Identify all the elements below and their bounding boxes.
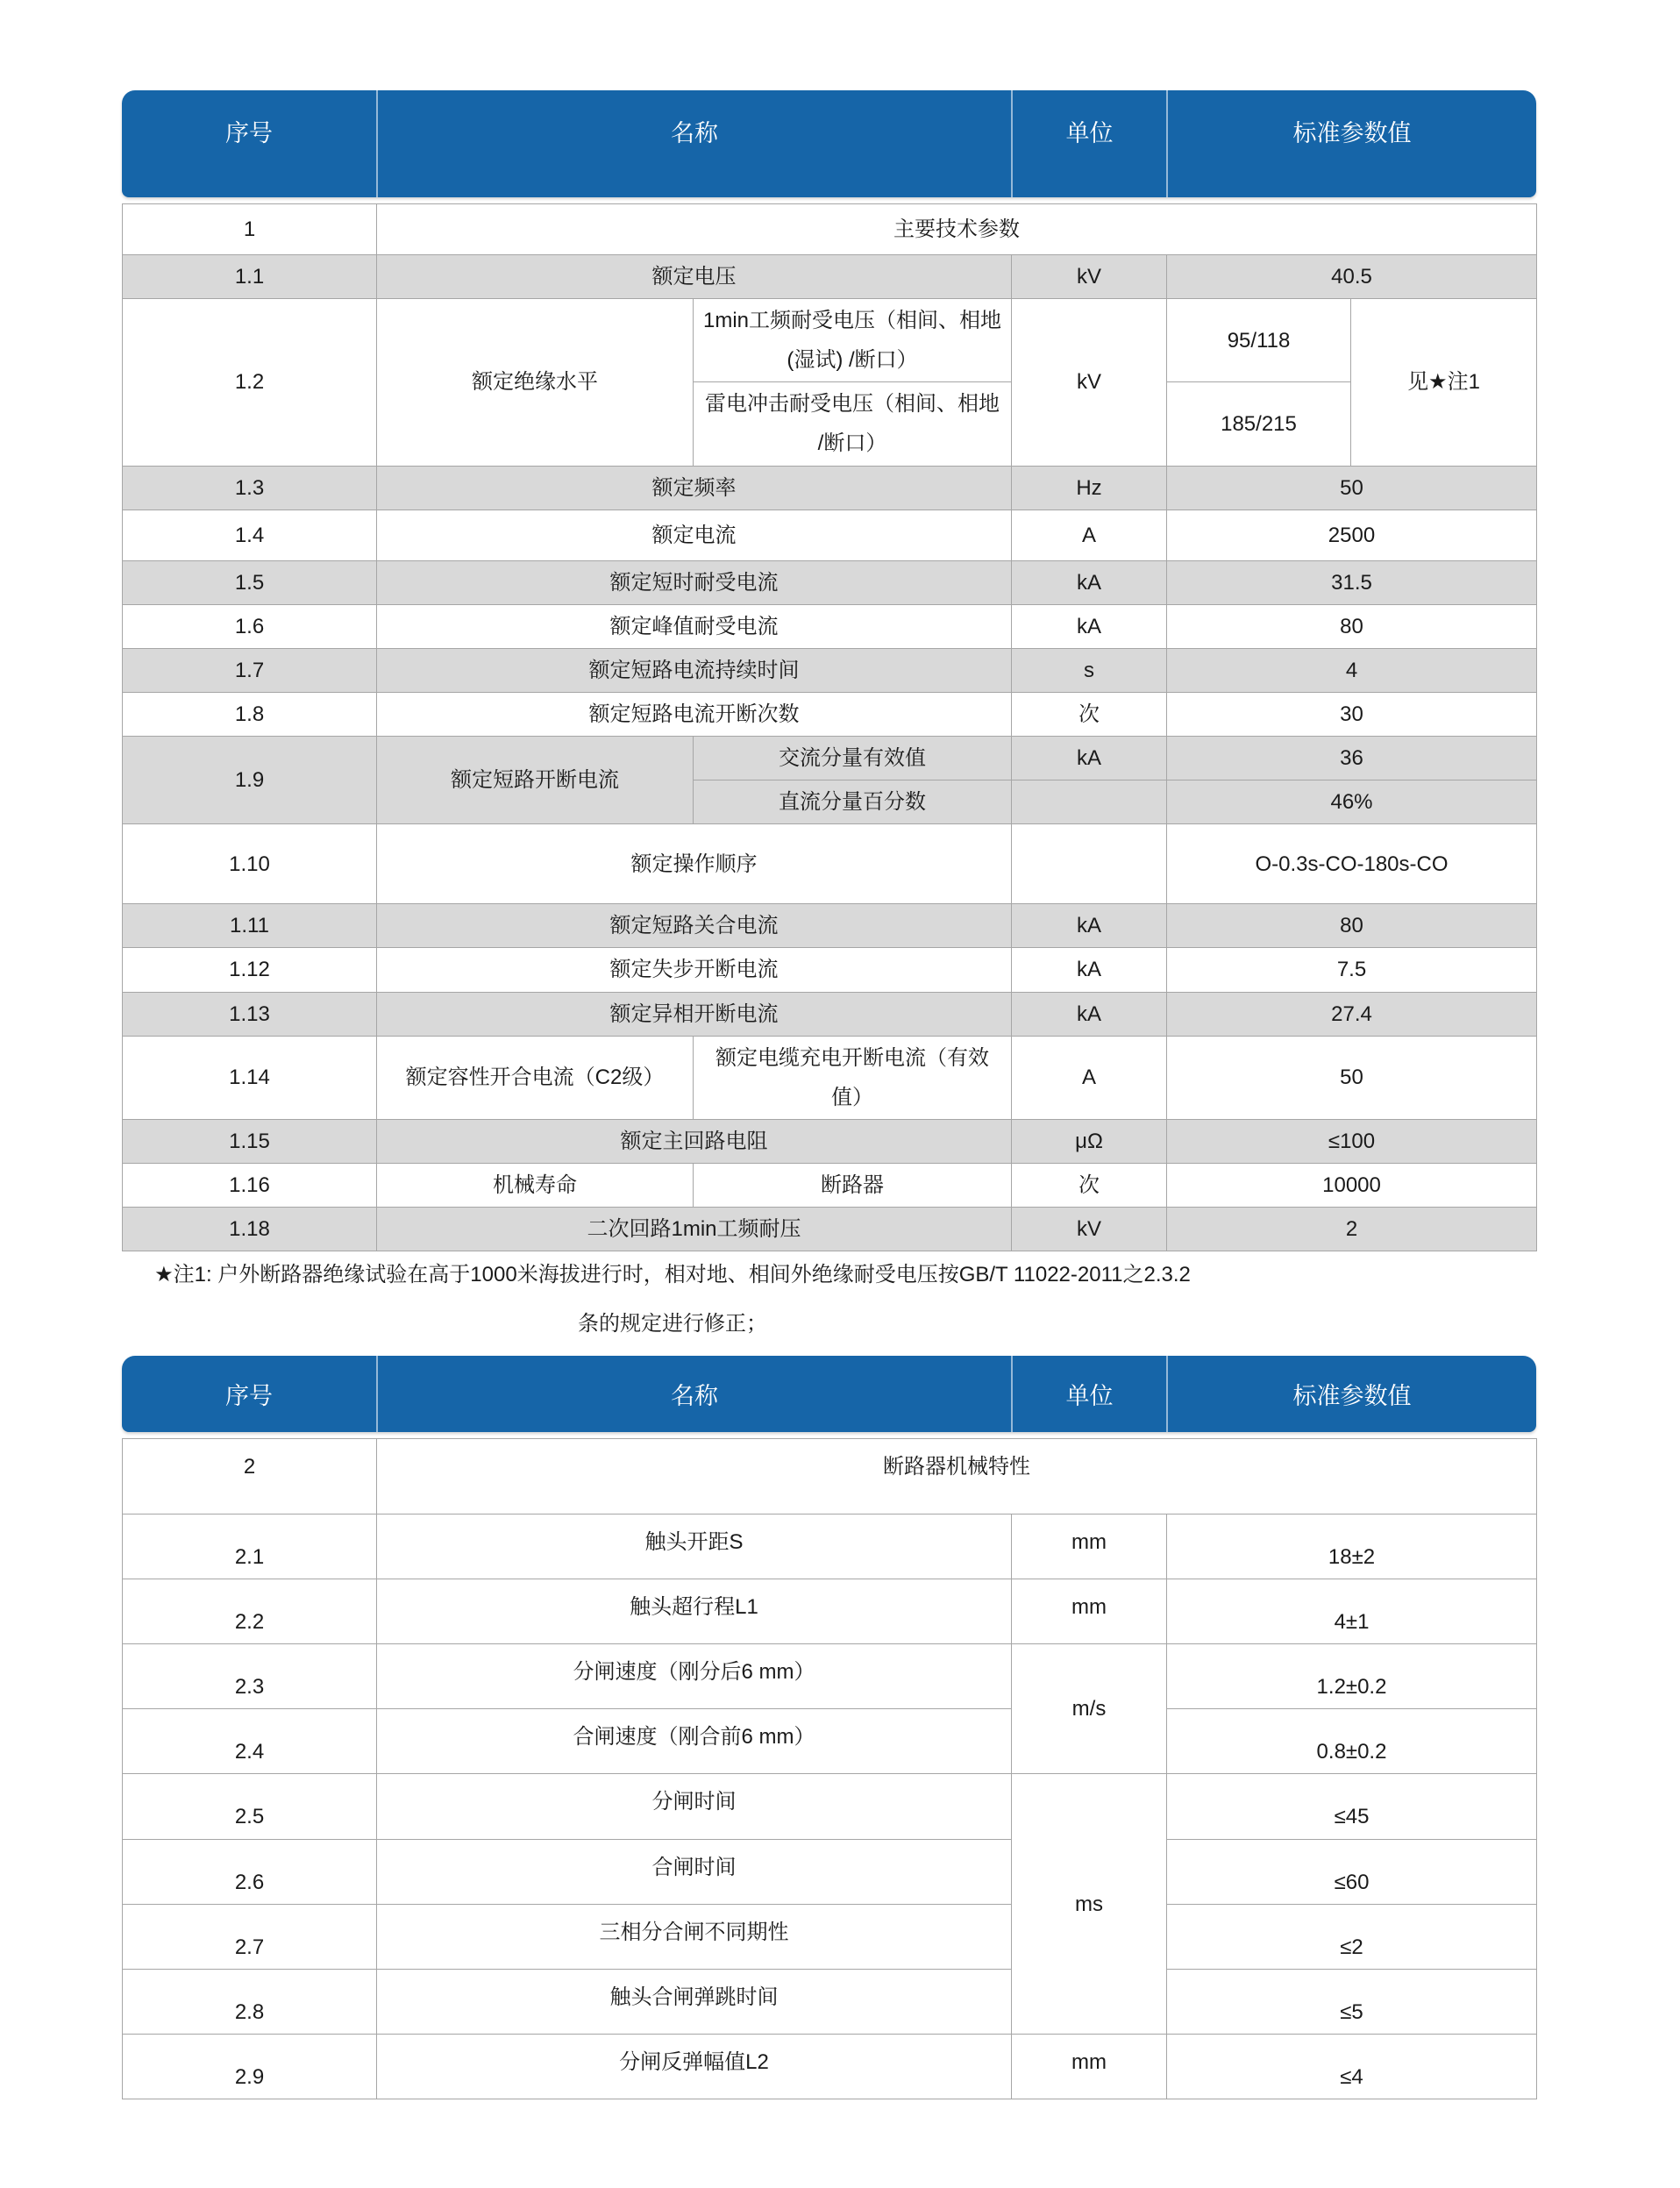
footnote-line1: ★注1: 户外断路器绝缘试验在高于1000米海拔进行时，相对地、相间外绝缘耐受电压按GB/T 11022-2011之2.3.2 <box>154 1263 1191 1286</box>
cell-name: 额定操作顺序 <box>377 824 1012 904</box>
cell-name: 额定短路电流持续时间 <box>377 648 1012 692</box>
cell-value: 18±2 <box>1167 1514 1537 1579</box>
table2-row-2.9 <box>123 2034 1537 2099</box>
cell-value: 1.2±0.2 <box>1167 1644 1537 1709</box>
cell-unit: kA <box>1012 604 1167 648</box>
table2-row-2.4 <box>123 1709 1537 1774</box>
cell-name: 额定频率 <box>377 466 1012 510</box>
cell-no: 1.8 <box>123 692 377 736</box>
cell-subname: 直流分量百分数 <box>694 780 1012 824</box>
cell-unit: mm <box>1012 2034 1167 2099</box>
cell-name: 触头合闸弹跳时间 <box>377 1969 1012 2034</box>
cell-unit: A <box>1012 510 1167 560</box>
cell-value: 7.5 <box>1167 948 1537 992</box>
cell-value: 31.5 <box>1167 560 1537 604</box>
cell-unit: kA <box>1012 948 1167 992</box>
cell-unit-time: ms <box>1012 1774 1167 2034</box>
cell-subname: 雷电冲击耐受电压（相间、相地 /断口） <box>694 382 1012 466</box>
cell-name: 断路器机械特性 <box>377 1439 1537 1514</box>
table2-row-2.7 <box>123 1904 1537 1969</box>
cell-name: 合闸时间 <box>377 1839 1012 1904</box>
cell-value: ≤60 <box>1167 1839 1537 1904</box>
table1-main-parameters <box>122 203 1537 1251</box>
cell-name: 额定峰值耐受电流 <box>377 604 1012 648</box>
cell-no: 1.1 <box>123 255 377 299</box>
cell-no: 2.7 <box>123 1904 377 1969</box>
cell-unit: μΩ <box>1012 1119 1167 1163</box>
table1-header-unit <box>1011 90 1166 197</box>
cell-unit <box>1012 824 1167 904</box>
table1-header-no <box>122 90 376 197</box>
cell-no: 1.16 <box>123 1163 377 1207</box>
cell-no: 2.5 <box>123 1774 377 1839</box>
cell-name: 二次回路1min工频耐压 <box>377 1208 1012 1251</box>
table1-header-value <box>1166 90 1536 197</box>
cell-value: ≤100 <box>1167 1119 1537 1163</box>
cell-unit-speed: m/s <box>1012 1644 1167 1774</box>
cell-name: 机械寿命 <box>377 1163 694 1207</box>
cell-no: 1.15 <box>123 1119 377 1163</box>
cell-name: 额定异相开断电流 <box>377 992 1012 1036</box>
cell-no: 2.8 <box>123 1969 377 2034</box>
cell-unit: kA <box>1012 737 1167 780</box>
table1-row-1.3 <box>123 466 1537 510</box>
table1-row-1.12 <box>123 948 1537 992</box>
cell-name: 额定电压 <box>377 255 1012 299</box>
table1-row-1.4 <box>123 510 1537 560</box>
table1-row-1.9a <box>123 737 1537 780</box>
table2-row-2.1 <box>123 1514 1537 1579</box>
cell-unit: s <box>1012 648 1167 692</box>
cell-unit: Hz <box>1012 466 1167 510</box>
cell-no: 1.7 <box>123 648 377 692</box>
cell-no: 1.10 <box>123 824 377 904</box>
cell-unit: mm <box>1012 1514 1167 1579</box>
cell-unit: 次 <box>1012 1163 1167 1207</box>
header-label: 序号 <box>225 120 273 146</box>
table1-row-1.2a <box>123 299 1537 382</box>
cell-name: 额定主回路电阻 <box>377 1119 1012 1163</box>
cell-unit: mm <box>1012 1579 1167 1644</box>
cell-value: ≤4 <box>1167 2034 1537 2099</box>
table1-header-name <box>376 90 1011 197</box>
cell-no: 2 <box>123 1439 377 1514</box>
cell-no: 1.4 <box>123 510 377 560</box>
table2-row-2.8 <box>123 1969 1537 2034</box>
cell-no: 1.13 <box>123 992 377 1036</box>
cell-unit: kV <box>1012 255 1167 299</box>
table2-header-bar <box>122 1356 1536 1432</box>
cell-value: 50 <box>1167 466 1537 510</box>
table2-row-2.5 <box>123 1774 1537 1839</box>
cell-no: 1.14 <box>123 1036 377 1119</box>
table1-row-1.11 <box>123 904 1537 948</box>
cell-no: 2.1 <box>123 1514 377 1579</box>
table2-header-unit <box>1011 1356 1166 1432</box>
table2-row-2.3 <box>123 1644 1537 1709</box>
table1-row-1.1 <box>123 255 1537 299</box>
header-label: 序号 <box>225 1383 273 1409</box>
cell-subname: 断路器 <box>694 1163 1012 1207</box>
cell-value: 95/118 <box>1167 299 1351 382</box>
cell-no: 1.5 <box>123 560 377 604</box>
table1-row-1.13 <box>123 992 1537 1036</box>
cell-value: 185/215 <box>1167 382 1351 466</box>
cell-name: 额定短路电流开断次数 <box>377 692 1012 736</box>
cell-value: 36 <box>1167 737 1537 780</box>
header-label: 标准参数值 <box>1292 120 1412 146</box>
cell-name: 触头开距S <box>377 1514 1012 1579</box>
cell-note-ref: 见★注1 <box>1351 299 1537 466</box>
cell-name: 额定短路开断电流 <box>377 737 694 824</box>
cell-unit: kA <box>1012 904 1167 948</box>
cell-no: 2.2 <box>123 1579 377 1644</box>
table1-row-1.6 <box>123 604 1537 648</box>
table2-row-2 <box>123 1439 1537 1514</box>
cell-value: 30 <box>1167 692 1537 736</box>
cell-no: 2.3 <box>123 1644 377 1709</box>
cell-unit: kV <box>1012 299 1167 466</box>
cell-value: 46% <box>1167 780 1537 824</box>
cell-name: 额定电流 <box>377 510 1012 560</box>
cell-no: 2.4 <box>123 1709 377 1774</box>
header-label: 单位 <box>1065 120 1114 146</box>
cell-name: 触头超行程L1 <box>377 1579 1012 1644</box>
cell-value: 0.8±0.2 <box>1167 1709 1537 1774</box>
cell-name: 分闸反弹幅值L2 <box>377 2034 1012 2099</box>
table2-mechanical-characteristics <box>122 1438 1537 2099</box>
cell-no: 1 <box>123 204 377 255</box>
header-label: 标准参数值 <box>1292 1383 1412 1409</box>
table2-header-name <box>376 1356 1011 1432</box>
cell-name: 分闸时间 <box>377 1774 1012 1839</box>
cell-name: 额定失步开断电流 <box>377 948 1012 992</box>
table1-row-1.14 <box>123 1036 1537 1119</box>
cell-name: 额定容性开合电流（C2级） <box>377 1036 694 1119</box>
cell-value: ≤5 <box>1167 1969 1537 2034</box>
cell-unit: kA <box>1012 992 1167 1036</box>
header-label: 单位 <box>1065 1383 1114 1409</box>
table1-row-1 <box>123 204 1537 255</box>
cell-value: 80 <box>1167 604 1537 648</box>
table2-header-value <box>1166 1356 1536 1432</box>
cell-unit: A <box>1012 1036 1167 1119</box>
cell-name: 额定短时耐受电流 <box>377 560 1012 604</box>
table1-row-1.18 <box>123 1208 1537 1251</box>
cell-no: 1.9 <box>123 737 377 824</box>
table1-header-bar <box>122 90 1536 197</box>
table1-row-1.15 <box>123 1119 1537 1163</box>
table1-row-1.8 <box>123 692 1537 736</box>
cell-no: 1.2 <box>123 299 377 466</box>
cell-unit: 次 <box>1012 692 1167 736</box>
cell-unit: kA <box>1012 560 1167 604</box>
cell-value: 80 <box>1167 904 1537 948</box>
cell-value: 27.4 <box>1167 992 1537 1036</box>
cell-unit: kV <box>1012 1208 1167 1251</box>
cell-name: 主要技术参数 <box>377 204 1537 255</box>
cell-no: 2.6 <box>123 1839 377 1904</box>
cell-value: 4 <box>1167 648 1537 692</box>
cell-unit <box>1012 780 1167 824</box>
cell-value: O-0.3s-CO-180s-CO <box>1167 824 1537 904</box>
table2-row-2.2 <box>123 1579 1537 1644</box>
cell-name: 额定短路关合电流 <box>377 904 1012 948</box>
cell-no: 2.9 <box>123 2034 377 2099</box>
cell-name: 分闸速度（刚分后6 mm） <box>377 1644 1012 1709</box>
cell-value: 4±1 <box>1167 1579 1537 1644</box>
cell-value: 50 <box>1167 1036 1537 1119</box>
table2-row-2.6 <box>123 1839 1537 1904</box>
header-label: 名称 <box>671 120 718 146</box>
cell-value: 2500 <box>1167 510 1537 560</box>
cell-value: ≤45 <box>1167 1774 1537 1839</box>
table1-row-1.5 <box>123 560 1537 604</box>
table1-row-1.16 <box>123 1163 1537 1207</box>
table1-row-1.10 <box>123 824 1537 904</box>
cell-no: 1.3 <box>123 466 377 510</box>
footnote-star-note1 <box>139 1251 1207 1349</box>
cell-subname: 额定电缆充电开断电流（有效值） <box>694 1036 1012 1119</box>
cell-no: 1.6 <box>123 604 377 648</box>
cell-subname: 1min工频耐受电压（相间、相地(湿试) /断口） <box>694 299 1012 382</box>
table2-header-no <box>122 1356 376 1432</box>
table1-row-1.7 <box>123 648 1537 692</box>
cell-name: 三相分合闸不同期性 <box>377 1904 1012 1969</box>
cell-subname: 交流分量有效值 <box>694 737 1012 780</box>
cell-name: 额定绝缘水平 <box>377 299 694 466</box>
header-label: 名称 <box>671 1383 718 1409</box>
footnote-line2: 条的规定进行修正； <box>578 1312 767 1336</box>
cell-name: 合闸速度（刚合前6 mm） <box>377 1709 1012 1774</box>
cell-no: 1.18 <box>123 1208 377 1251</box>
cell-value: 2 <box>1167 1208 1537 1251</box>
cell-no: 1.11 <box>123 904 377 948</box>
cell-no: 1.12 <box>123 948 377 992</box>
cell-value: 10000 <box>1167 1163 1537 1207</box>
cell-value: 40.5 <box>1167 255 1537 299</box>
cell-value: ≤2 <box>1167 1904 1537 1969</box>
